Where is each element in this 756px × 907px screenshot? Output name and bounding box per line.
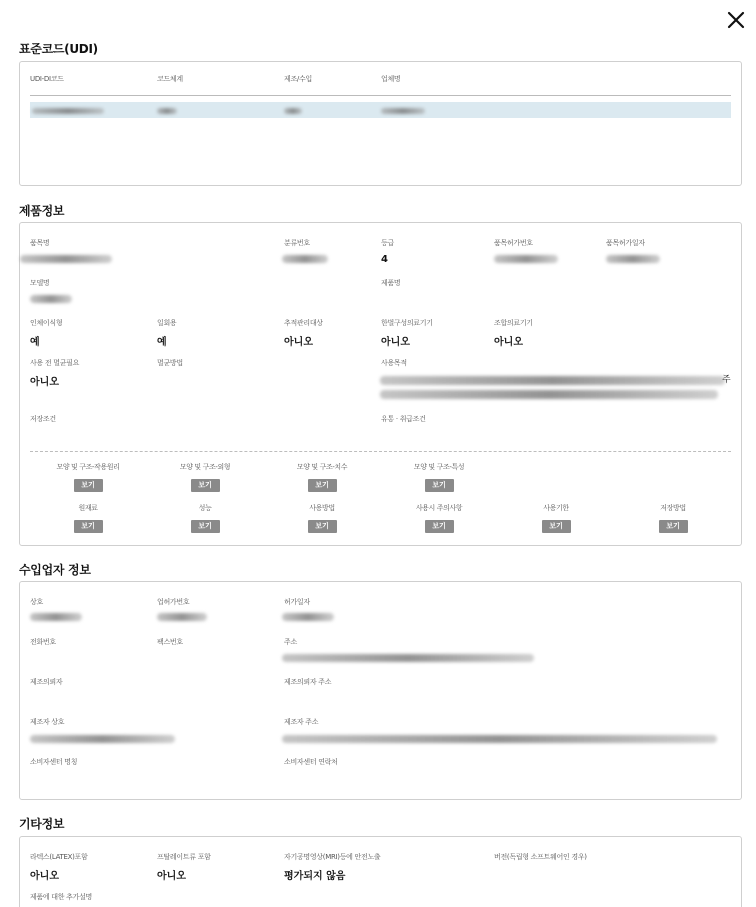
view-structure-dimensions bbox=[264, 462, 380, 492]
udi-header-divider bbox=[30, 95, 731, 96]
view-button[interactable]: 보기 bbox=[308, 479, 337, 492]
view-usage-label: 사용방법 bbox=[309, 504, 335, 512]
phthalate-value: 아니오 bbox=[157, 871, 186, 882]
product-section-title: 제품정보 bbox=[19, 204, 65, 218]
view-button[interactable]: 보기 bbox=[74, 479, 103, 492]
class-no-label: 분류번호 bbox=[284, 239, 310, 247]
item-name-label: 품목명 bbox=[30, 239, 50, 247]
phthalate-label: 프탈레이트류 포함 bbox=[157, 853, 211, 861]
latex-label: 라텍스(LATEX)포함 bbox=[30, 853, 88, 861]
importer-section-title: 수입업자 정보 bbox=[19, 563, 91, 577]
manufacturer-consignor-label: 제조의뢰자 bbox=[30, 678, 63, 686]
fax-label: 팩스번호 bbox=[157, 638, 183, 646]
one-time-device-value: 아니오 bbox=[381, 337, 410, 348]
view-raw-material bbox=[30, 503, 146, 533]
udi-header-type: 제조/수입 bbox=[284, 75, 312, 83]
view-button[interactable]: 보기 bbox=[308, 520, 337, 533]
permit-date-label: 허가일자 bbox=[284, 598, 310, 606]
redacted-company bbox=[30, 613, 82, 621]
permit-date-label: 품목허가일자 bbox=[606, 239, 645, 247]
view-expiry-label: 사용기한 bbox=[543, 504, 569, 512]
business-permit-label: 업허가번호 bbox=[157, 598, 190, 606]
view-storage-method-label: 저장방법 bbox=[660, 504, 686, 512]
sterilize-value: 아니오 bbox=[30, 377, 59, 388]
view-button[interactable]: 보기 bbox=[542, 520, 571, 533]
udi-header-system: 코드체계 bbox=[157, 75, 183, 83]
view-button[interactable]: 보기 bbox=[74, 520, 103, 533]
redacted-company bbox=[381, 108, 425, 114]
other-info-box bbox=[19, 836, 742, 907]
tracking-label: 추적관리대상 bbox=[284, 319, 323, 327]
udi-table bbox=[19, 61, 742, 186]
tracking-value: 아니오 bbox=[284, 337, 313, 348]
view-button[interactable]: 보기 bbox=[191, 520, 220, 533]
sterilize-label: 사용 전 멸균필요 bbox=[30, 359, 80, 367]
product-info-box bbox=[19, 222, 742, 546]
mri-value: 평가되지 않음 bbox=[284, 871, 346, 882]
distribution-label: 유통 · 취급조건 bbox=[381, 415, 426, 423]
single-use-label: 일회용 bbox=[157, 319, 177, 327]
purpose-tail: 주 bbox=[722, 375, 731, 385]
view-structure-principle-label: 모양 및 구조-작용원리 bbox=[56, 463, 120, 471]
phone-label: 전화번호 bbox=[30, 638, 56, 646]
redacted-model bbox=[30, 295, 72, 303]
view-precautions bbox=[381, 503, 497, 533]
redacted-manufacturer-address bbox=[282, 735, 717, 743]
view-expiry bbox=[498, 503, 614, 533]
manufacturer-consignor-address-label: 제조의뢰자 주소 bbox=[284, 678, 332, 686]
view-button[interactable]: 보기 bbox=[191, 479, 220, 492]
model-label: 모델명 bbox=[30, 279, 50, 287]
view-structure-features-label: 모양 및 구조-특성 bbox=[413, 463, 465, 471]
udi-section-title: 표준코드(UDI) bbox=[19, 42, 98, 56]
other-section-title: 기타정보 bbox=[19, 817, 65, 831]
redacted-permit-no bbox=[494, 255, 558, 263]
redacted-business-permit bbox=[157, 613, 207, 621]
view-structure-dimensions-label: 모양 및 구조-치수 bbox=[296, 463, 348, 471]
combination-label: 조합의료기기 bbox=[494, 319, 533, 327]
latex-value: 아니오 bbox=[30, 871, 59, 882]
grade-label: 등급 bbox=[381, 239, 394, 247]
human-implant-value: 예 bbox=[30, 337, 40, 348]
close-icon[interactable] bbox=[724, 8, 748, 32]
view-structure-features bbox=[381, 462, 497, 492]
divider bbox=[30, 451, 731, 452]
human-implant-label: 인체이식형 bbox=[30, 319, 63, 327]
grade-value: 4 bbox=[381, 254, 388, 265]
view-precautions-label: 사용시 주의사항 bbox=[415, 504, 463, 512]
purpose-label: 사용목적 bbox=[381, 359, 407, 367]
view-performance bbox=[147, 503, 263, 533]
view-button[interactable]: 보기 bbox=[659, 520, 688, 533]
view-button[interactable]: 보기 bbox=[425, 520, 454, 533]
redacted-permit-date bbox=[606, 255, 660, 263]
view-structure-principle bbox=[30, 462, 146, 492]
sterile-method-label: 멸균방법 bbox=[157, 359, 183, 367]
manufacturer-name-label: 제조자 상호 bbox=[30, 718, 65, 726]
view-usage bbox=[264, 503, 380, 533]
redacted-purpose-line2 bbox=[380, 390, 718, 399]
consumer-center-contact-label: 소비자센터 연락처 bbox=[284, 758, 338, 766]
combination-value: 아니오 bbox=[494, 337, 523, 348]
address-label: 주소 bbox=[284, 638, 297, 646]
redacted-item-name bbox=[20, 255, 112, 263]
redacted-manufacturer-name bbox=[30, 735, 175, 743]
view-raw-material-label: 원재료 bbox=[78, 504, 98, 512]
view-storage-method bbox=[615, 503, 731, 533]
view-performance-label: 성능 bbox=[198, 504, 212, 512]
consumer-center-name-label: 소비자센터 명칭 bbox=[30, 758, 78, 766]
single-use-value: 예 bbox=[157, 337, 167, 348]
one-time-device-label: 한벌구성의료기기 bbox=[381, 319, 433, 327]
view-structure-exterior bbox=[147, 462, 263, 492]
view-structure-exterior-label: 모양 및 구조-외형 bbox=[179, 463, 231, 471]
redacted-address bbox=[282, 654, 534, 662]
manufacturer-address-label: 제조자 주소 bbox=[284, 718, 319, 726]
udi-header-company: 업체명 bbox=[381, 75, 401, 83]
redacted-class-no bbox=[282, 255, 328, 263]
mri-label: 자기공명영상(MRI)등에 안전노출 bbox=[284, 853, 381, 861]
product-name-label: 제품명 bbox=[381, 279, 401, 287]
redacted-udi-code bbox=[32, 108, 104, 114]
redacted-purpose-line1 bbox=[380, 376, 725, 385]
additional-desc-label: 제품에 대한 추가설명 bbox=[30, 893, 93, 901]
importer-info-box bbox=[19, 581, 742, 800]
view-button[interactable]: 보기 bbox=[425, 479, 454, 492]
version-label: 버전(독립형 소프트웨어인 경우) bbox=[494, 853, 587, 861]
redacted-type bbox=[284, 108, 302, 114]
udi-header-code: UDI-DI코드 bbox=[30, 75, 64, 83]
company-label: 상호 bbox=[30, 598, 43, 606]
permit-no-label: 품목허가번호 bbox=[494, 239, 533, 247]
redacted-permit-date bbox=[282, 613, 334, 621]
storage-label: 저장조건 bbox=[30, 415, 56, 423]
redacted-code-system bbox=[157, 108, 177, 114]
